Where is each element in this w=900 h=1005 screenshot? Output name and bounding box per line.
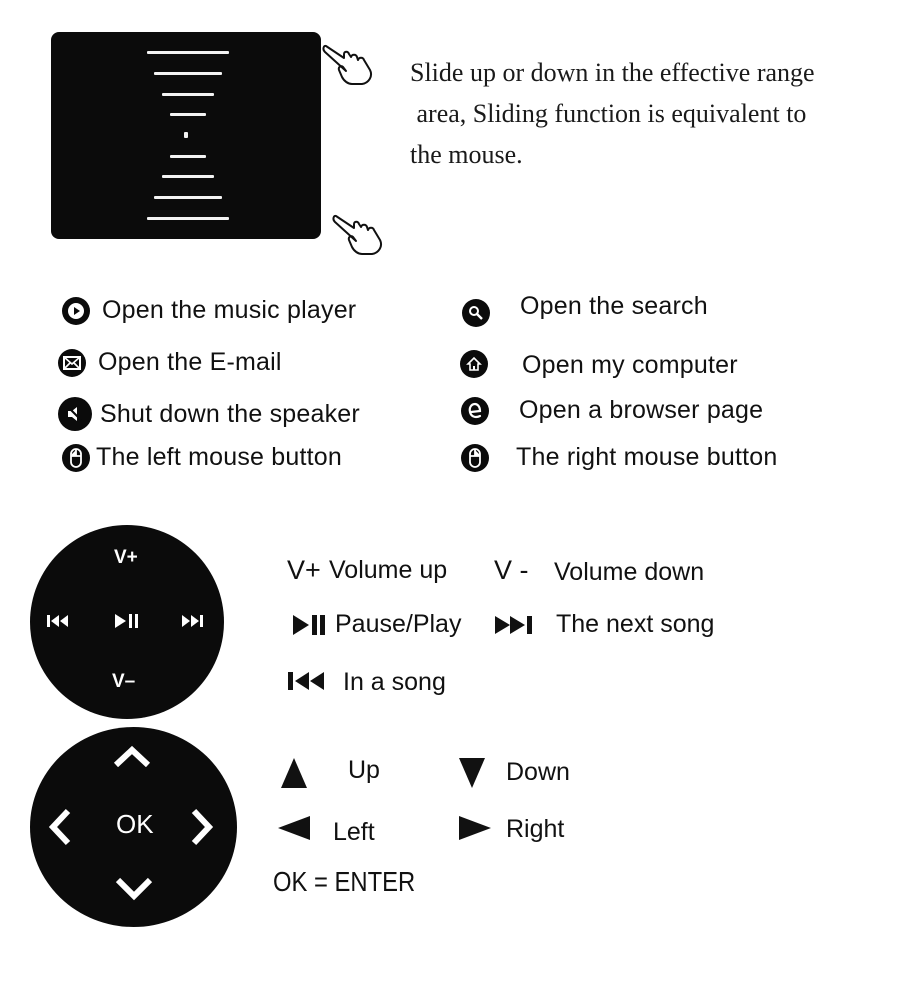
- right-arrow-icon: [458, 815, 492, 841]
- next-key-icon[interactable]: [180, 614, 204, 628]
- down-arrow-icon: [458, 757, 486, 789]
- browser-icon: [461, 397, 489, 425]
- play-pause-key-icon[interactable]: [114, 613, 140, 629]
- up-key-icon[interactable]: [112, 745, 152, 767]
- volume-up-label: Volume up: [329, 556, 448, 584]
- touchpad-illustration: [51, 32, 321, 239]
- right-label: Right: [506, 815, 565, 843]
- scroll-line: [154, 196, 222, 199]
- navigation-pad: [30, 727, 237, 927]
- next-song-label: The next song: [556, 610, 715, 638]
- function-email: [58, 348, 282, 377]
- up-label: Up: [348, 756, 380, 784]
- pointing-hand-icon: [332, 210, 388, 256]
- mouse-right-icon: [461, 444, 489, 472]
- volume-down-symbol: V -: [494, 555, 529, 585]
- right-key-icon[interactable]: [190, 807, 214, 847]
- description-line: area, Sliding function is equivalent to: [410, 99, 807, 128]
- function-label: Open a browser page: [519, 396, 764, 424]
- left-arrow-icon: [277, 815, 311, 841]
- description-line: Slide up or down in the effective range: [410, 58, 815, 87]
- pointing-hand-icon: [322, 40, 378, 86]
- previous-song-label: In a song: [343, 668, 446, 696]
- function-label: The left mouse button: [96, 443, 343, 471]
- function-label: Open the music player: [102, 296, 357, 324]
- scroll-line: [170, 113, 206, 116]
- volume-down-label: Volume down: [554, 558, 705, 586]
- email-icon: [58, 349, 86, 377]
- down-label: Down: [506, 758, 570, 786]
- scroll-line: [154, 72, 222, 75]
- left-label: Left: [333, 818, 375, 846]
- touchpad-description: [410, 52, 890, 175]
- search-icon: [462, 299, 490, 327]
- function-search: [462, 292, 708, 327]
- ok-key[interactable]: OK: [116, 809, 154, 839]
- down-key-icon[interactable]: [114, 877, 154, 901]
- ok-enter-label: OK = ENTER: [273, 866, 416, 897]
- function-music-player: [62, 296, 356, 325]
- scroll-line: [170, 155, 206, 158]
- speaker-mute-icon: [58, 397, 92, 431]
- function-label: Open the search: [520, 292, 708, 320]
- scroll-dot: [184, 132, 188, 138]
- description-line: the mouse.: [410, 140, 523, 169]
- next-song-icon: [494, 614, 536, 636]
- up-arrow-icon: [280, 757, 308, 789]
- volume-up-key[interactable]: V+: [114, 547, 138, 568]
- volume-down-key[interactable]: V–: [112, 671, 136, 692]
- function-label: The right mouse button: [516, 443, 778, 471]
- function-browser: [461, 396, 763, 425]
- previous-song-icon: [287, 671, 327, 691]
- function-right-mouse: [461, 443, 778, 472]
- scroll-line: [147, 217, 229, 220]
- scroll-line: [147, 51, 229, 54]
- pause-play-label: Pause/Play: [335, 610, 462, 638]
- function-label: Open my computer: [522, 351, 738, 379]
- function-speaker: [58, 397, 360, 431]
- media-control-pad: [30, 525, 224, 719]
- scroll-line: [162, 93, 214, 96]
- scroll-line: [162, 175, 214, 178]
- music-player-icon: [62, 297, 90, 325]
- function-label: Shut down the speaker: [100, 399, 360, 428]
- play-pause-icon: [292, 613, 326, 637]
- function-left-mouse: [62, 443, 342, 472]
- volume-up-symbol: V+: [287, 555, 321, 585]
- left-key-icon[interactable]: [48, 807, 72, 847]
- mouse-left-icon: [62, 444, 90, 472]
- home-icon: [460, 350, 488, 378]
- function-label: Open the E-mail: [98, 348, 282, 376]
- previous-key-icon[interactable]: [46, 614, 70, 628]
- function-my-computer: [460, 349, 738, 378]
